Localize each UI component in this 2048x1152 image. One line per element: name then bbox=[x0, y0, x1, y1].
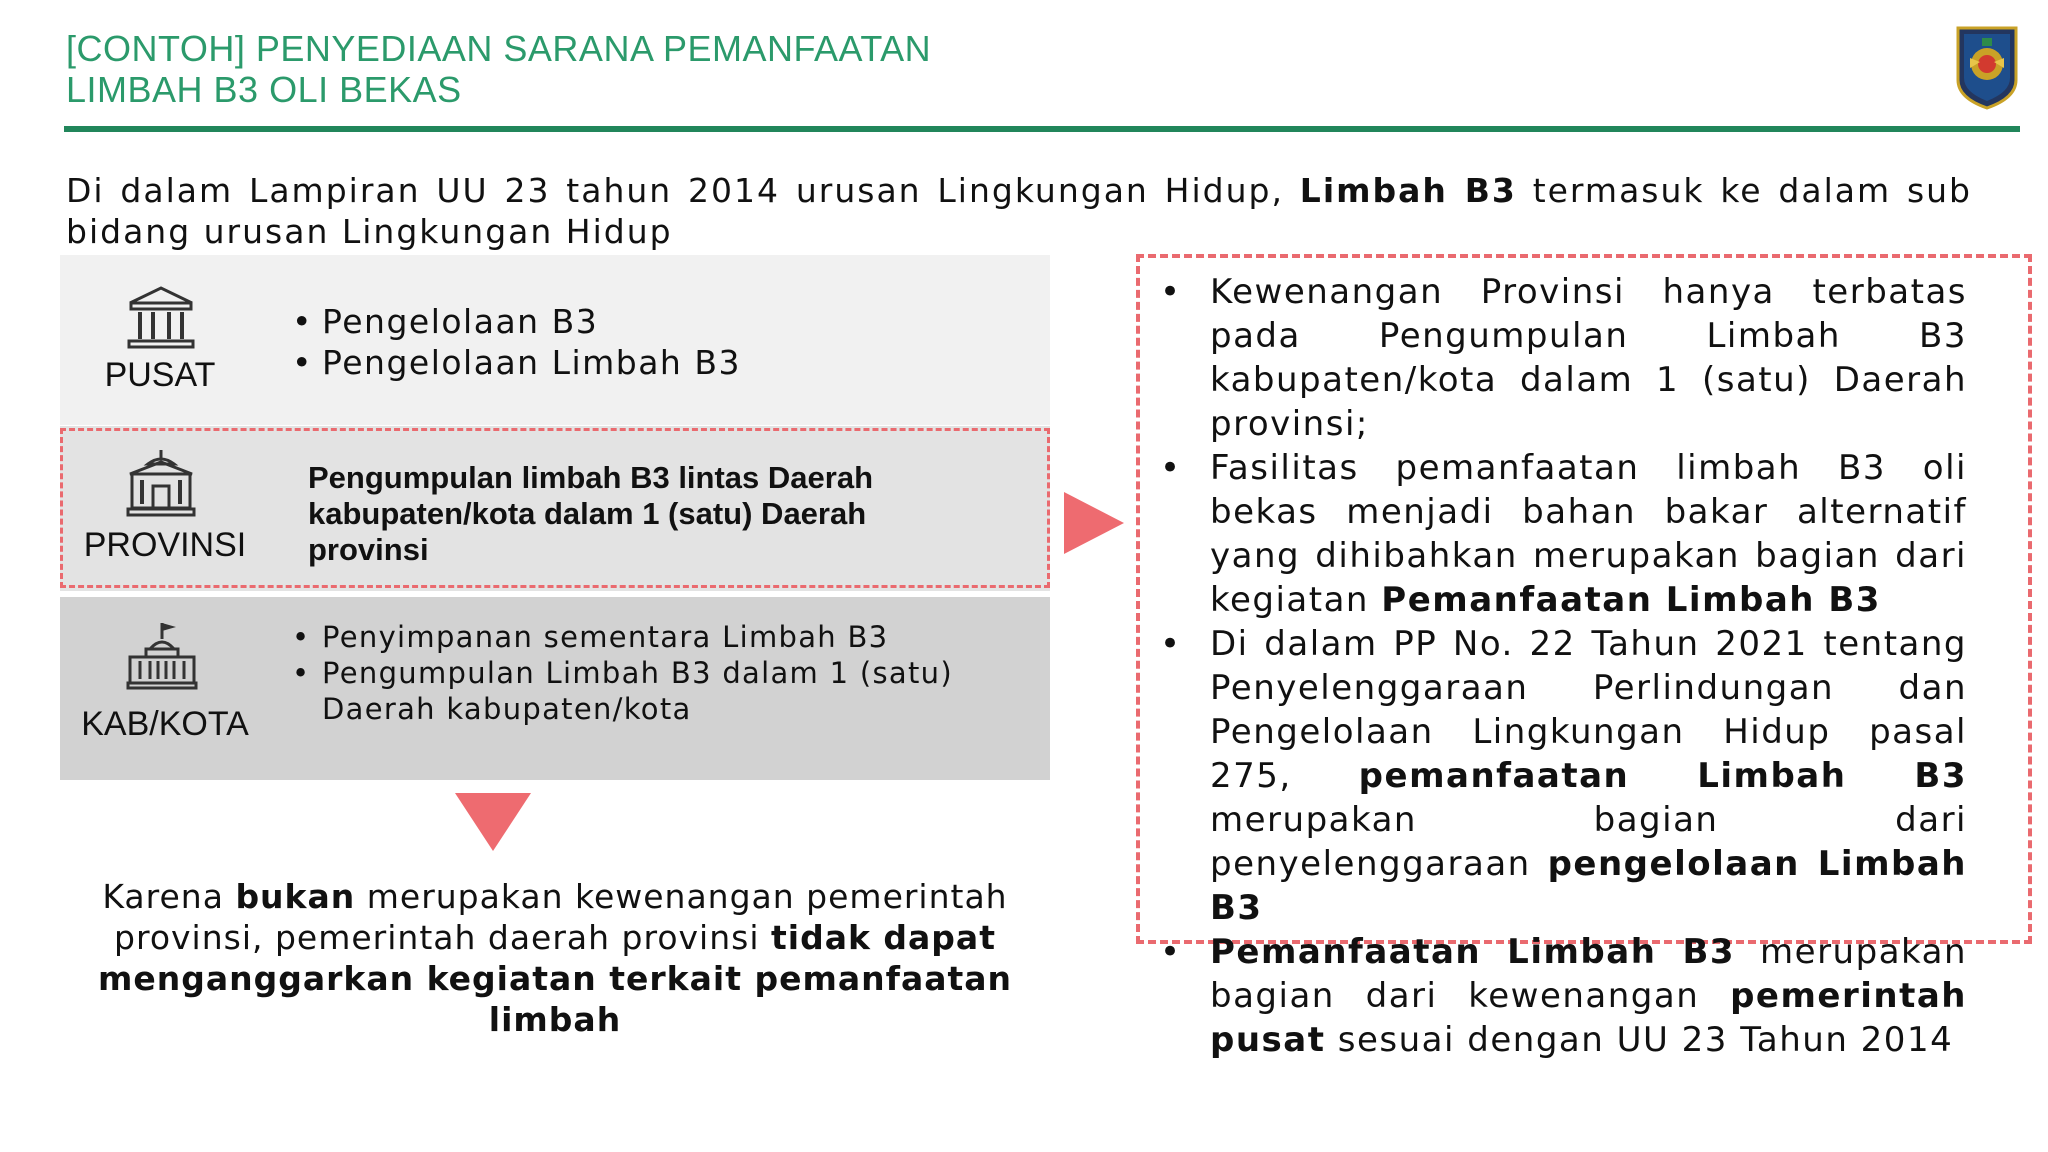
title-line-2: LIMBAH B3 OLI BEKAS bbox=[66, 69, 462, 110]
arrow-down-icon bbox=[455, 793, 531, 851]
explanation-item bbox=[1160, 622, 1967, 930]
list-item: • Penyimpanan sementara Limbah B3 bbox=[292, 619, 1050, 655]
level-row-kabkota bbox=[60, 597, 1050, 780]
conclusion-part: Karena bbox=[102, 877, 236, 916]
kabkota-list bbox=[292, 619, 1050, 727]
list-item: • Pengelolaan B3 bbox=[292, 301, 741, 342]
explanation-bold: Pemanfaatan Limbah B3 bbox=[1381, 580, 1881, 620]
level-label-pusat: PUSAT bbox=[104, 356, 216, 394]
explanation-bold: pemerintah pusat bbox=[1210, 976, 1967, 1060]
explanation-text: Kewenangan Provinsi hanya terbatas pada Pengumpulan Limbah B3 kabupaten/kota dalam 1 (satu) Daerah provinsi; bbox=[1210, 272, 1967, 444]
explanation-text: Di dalam PP No. 22 Tahun 2021 tentang Penyelenggaraan Perlindungan dan Pengelolaan Lingkungan Hidup pasal 275, bbox=[1210, 624, 1967, 796]
intro-paragraph bbox=[66, 170, 1972, 252]
title-line-1: [CONTOH] PENYEDIAAN SARANA PEMANFAATAN bbox=[66, 28, 932, 69]
explanation-item bbox=[1160, 446, 1967, 622]
level-label-kabkota: KAB/KOTA bbox=[81, 705, 249, 743]
explanation-bold: pengelolaan Limbah B3 bbox=[1210, 844, 1967, 928]
intro-text-end: termasuk ke dalam sub bidang urusan Lingkungan Hidup bbox=[66, 171, 1972, 251]
conclusion-bold: bukan bbox=[235, 877, 356, 916]
provinsi-highlight-box bbox=[60, 428, 1050, 588]
conclusion-part: merupakan kewenangan pemerintah provinsi, pemerintah daerah provinsi bbox=[114, 877, 1008, 957]
intro-text-start: Di dalam Lampiran UU 23 tahun 2014 urusan Lingkungan Hidup, bbox=[66, 171, 1300, 210]
explanation-text: Fasilitas pemanfaatan limbah B3 oli bekas menjadi bahan bakar alternatif yang dihibahkan merupakan bagian dari kegiatan bbox=[1210, 448, 1967, 620]
level-row-pusat bbox=[60, 255, 1050, 425]
intro-bold-limbah-b3: Limbah B3 bbox=[1299, 171, 1517, 210]
provinsi-authority-text: Pengumpulan limbah B3 lintas Daerah kabupaten/kota dalam 1 (satu) Daerah provinsi bbox=[308, 460, 874, 567]
conclusion-bold: tidak dapat menganggarkan kegiatan terkait pemanfaatan limbah bbox=[97, 918, 1013, 1039]
level-label-provinsi: PROVINSI bbox=[83, 526, 247, 564]
pusat-list bbox=[292, 301, 741, 383]
explanation-bold: pemanfaatan Limbah B3 bbox=[1358, 756, 1967, 796]
conclusion-text bbox=[80, 876, 1030, 1040]
explanation-text: merupakan bagian dari kewenangan bbox=[1210, 932, 1967, 1016]
explanation-list bbox=[1160, 270, 1967, 1062]
explanation-item bbox=[1160, 930, 1967, 1062]
explanation-text: sesuai dengan UU 23 Tahun 2014 bbox=[1325, 1020, 1954, 1060]
explanation-bold: Pemanfaatan Limbah B3 bbox=[1210, 932, 1736, 972]
title-divider bbox=[64, 126, 2020, 132]
government-building-icon bbox=[126, 285, 196, 351]
arrow-right-icon bbox=[1064, 492, 1124, 554]
list-item: • Pengelolaan Limbah B3 bbox=[292, 342, 741, 383]
explanation-text: merupakan bagian dari penyelenggaraan bbox=[1210, 800, 1967, 884]
city-hall-icon bbox=[126, 619, 198, 691]
page-title bbox=[66, 28, 931, 110]
list-item: • Pengumpulan Limbah B3 dalam 1 (satu) Daerah kabupaten/kota bbox=[292, 655, 1050, 727]
government-emblem-icon bbox=[1950, 18, 2024, 110]
explanation-item bbox=[1160, 270, 1967, 446]
